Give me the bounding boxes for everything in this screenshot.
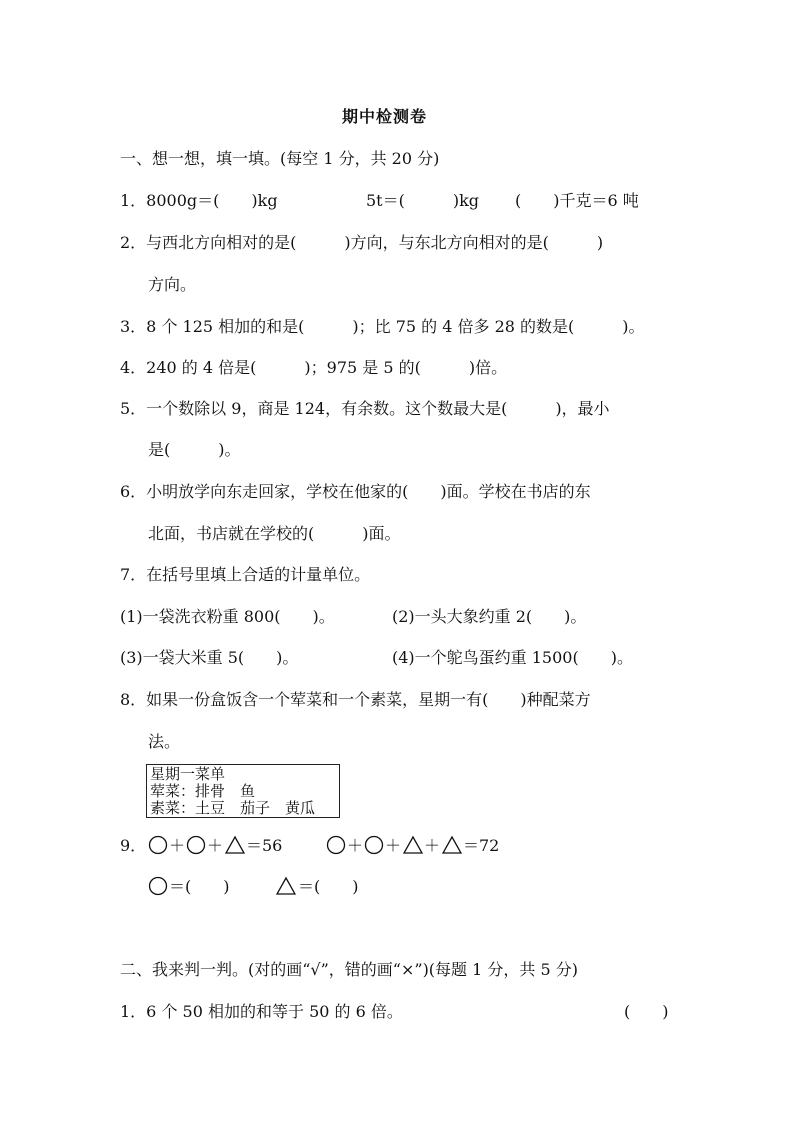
s2-q1-answer-blank: ( ) [624, 1002, 669, 1021]
q6-line1: 6．小明放学向东走回家，学校在他家的( )面。学校在书店的东 [120, 482, 591, 501]
plus-sign: ＋ [385, 836, 402, 855]
q5-line2: 是( )。 [148, 440, 241, 459]
plus-sign: ＋ [424, 836, 441, 855]
q7-part3: (3)一袋大米重 5( )。 [120, 648, 299, 667]
plus-sign: ＋ [207, 836, 224, 855]
menu-title: 星期一菜单 [150, 765, 226, 783]
q8-line1: 8．如果一份盒饭含一个荤菜和一个素菜，星期一有( )种配菜方 [120, 690, 591, 709]
page-title: 期中检测卷 [342, 107, 428, 126]
q7-stem: 7．在括号里填上合适的计量单位。 [120, 565, 371, 584]
section1-heading: 一、想一想，填一填。(每空 1 分，共 20 分) [120, 149, 440, 168]
q8-line2: 法。 [148, 732, 181, 751]
q3-text: 3．8 个 125 相加的和是( )；比 75 的 4 倍多 28 的数是( )。 [120, 317, 645, 336]
section2-heading: 二、我来判一判。(对的画“√”，错的画“×”)(每题 1 分，共 5 分) [120, 960, 578, 979]
menu-veg: 素菜：土豆 茄子 黄瓜 [150, 799, 316, 817]
q2-line2: 方向。 [148, 275, 197, 294]
q9-eq1-result: ＝56 [246, 836, 283, 855]
q4-text: 4．240 的 4 倍是( )；975 是 5 的( )倍。 [120, 358, 508, 377]
triangle-icon [403, 835, 423, 855]
triangle-icon [225, 835, 245, 855]
q9-circle-answer: ＝( ) [169, 877, 230, 896]
menu-box [146, 764, 340, 818]
circle-icon [148, 835, 168, 855]
triangle-icon [442, 835, 462, 855]
q6-line2: 北面，书店就在学校的( )面。 [148, 524, 401, 543]
q2-line1: 2．与西北方向相对的是( )方向，与东北方向相对的是( ) [120, 233, 604, 252]
q7-part1: (1)一袋洗衣粉重 800( )。 [120, 607, 335, 626]
q9-eq2-result: ＝72 [463, 836, 500, 855]
q1-part-c: ( )千克＝6 吨 [515, 191, 639, 210]
circle-icon [148, 876, 168, 896]
q1-part-a: 1．8000g＝( )kg [120, 191, 278, 210]
q1-part-b: 5t＝( )kg [366, 191, 480, 210]
circle-icon [326, 835, 346, 855]
q5-line1: 5．一个数除以 9，商是 124，有余数。这个数最大是( )，最小 [120, 399, 610, 418]
triangle-icon [276, 876, 296, 896]
plus-sign: ＋ [347, 836, 364, 855]
plus-sign: ＋ [169, 836, 186, 855]
s2-q1-text: 1．6 个 50 相加的和等于 50 的 6 倍。 [120, 1002, 403, 1021]
menu-meat: 荤菜：排骨 鱼 [150, 782, 256, 800]
circle-icon [364, 835, 384, 855]
q9-triangle-answer: ＝( ) [298, 877, 359, 896]
q7-part2: (2)一头大象约重 2( )。 [392, 607, 587, 626]
q7-part4: (4)一个鸵鸟蛋约重 1500( )。 [392, 648, 633, 667]
q9-number: 9． [120, 836, 147, 855]
circle-icon [186, 835, 206, 855]
